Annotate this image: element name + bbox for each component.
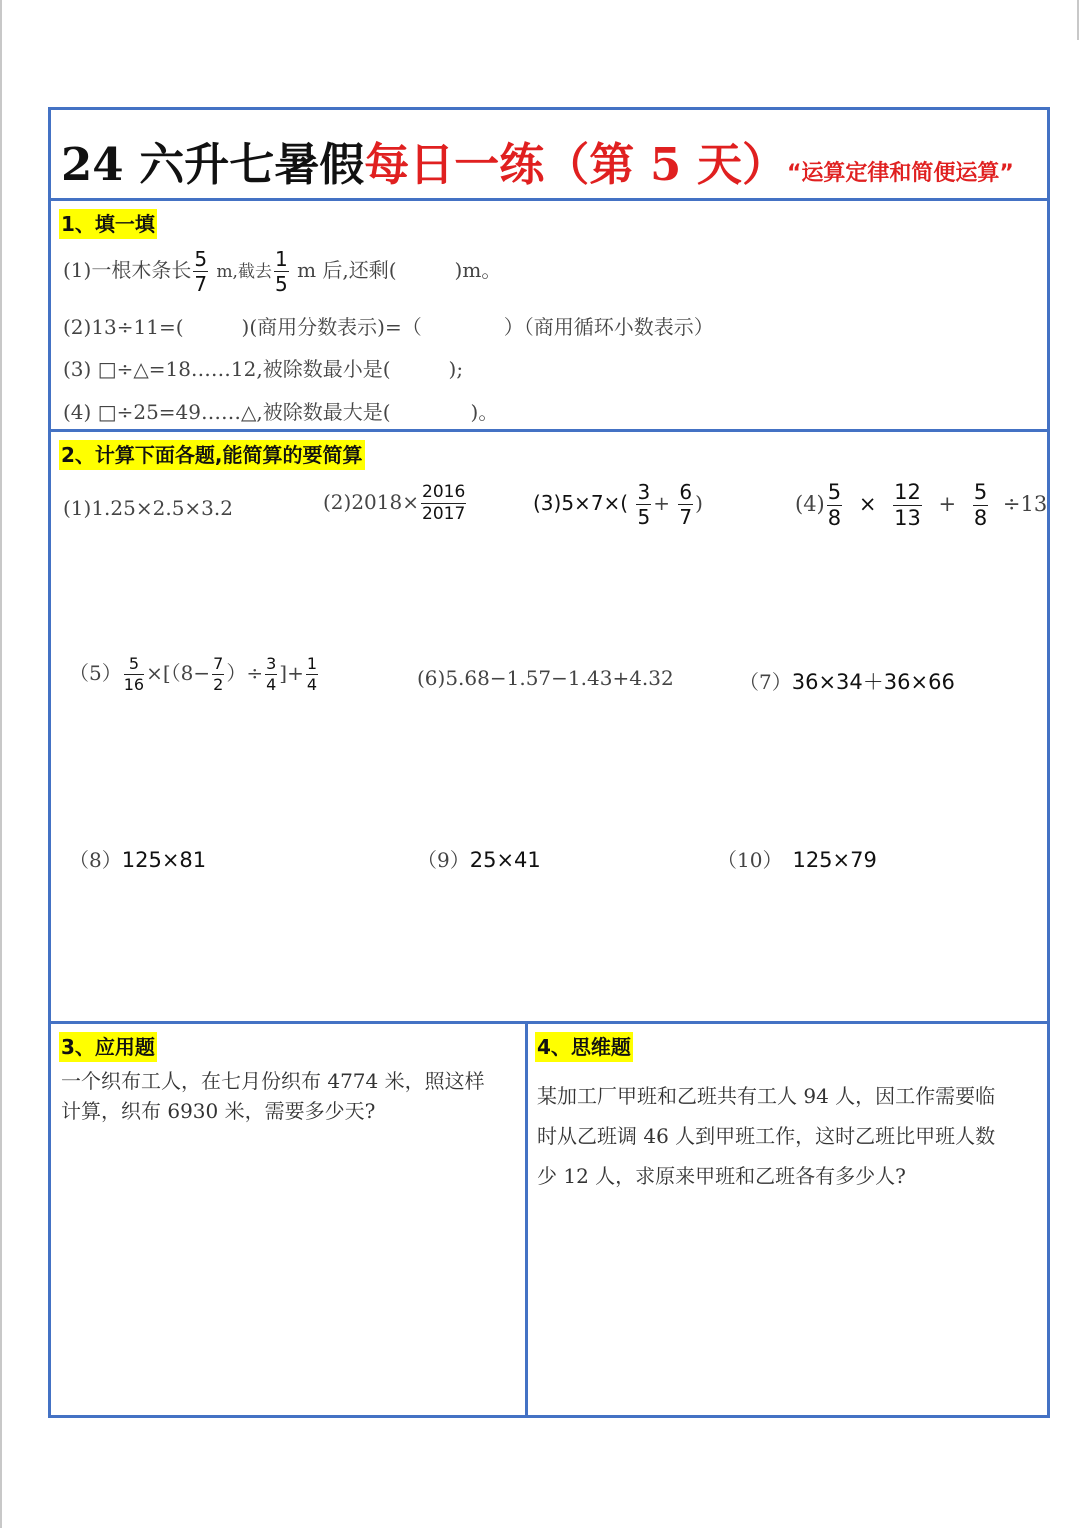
q1-text-d: )m。 xyxy=(454,258,502,282)
denominator: 4 xyxy=(306,675,318,694)
section-fill-in xyxy=(51,201,1047,432)
thinking-problem xyxy=(537,1076,1047,1196)
p5-label: （5） xyxy=(69,661,122,685)
denominator: 2 xyxy=(213,675,224,694)
denominator: 7 xyxy=(679,505,693,529)
page-title xyxy=(61,128,1014,193)
denominator: 16 xyxy=(123,675,145,694)
fraction xyxy=(421,484,466,523)
q1-text-a: (1)一根木条长 xyxy=(63,258,192,282)
calc-problem-3 xyxy=(533,482,703,527)
numerator: 1 xyxy=(274,247,288,271)
p4-text: (4) xyxy=(795,492,825,516)
fraction xyxy=(678,482,693,527)
fill-question-1 xyxy=(63,249,501,294)
p2-text: (2)2018× xyxy=(323,490,419,514)
fraction xyxy=(265,656,277,693)
section-calculation xyxy=(51,432,1047,1024)
numerator: 5 xyxy=(973,480,988,504)
numerator: 12 xyxy=(894,480,921,504)
fraction xyxy=(893,482,922,529)
q3-text-a: (3) □÷△=18……12,被除数最小是( xyxy=(63,357,391,381)
numerator: 3 xyxy=(637,480,651,504)
fraction xyxy=(306,656,318,693)
section1-header: 1、填一填 xyxy=(59,209,157,239)
bottom-row xyxy=(51,1024,1047,1415)
q1-text-b: m,截去 xyxy=(216,262,272,282)
calc-problem-2 xyxy=(323,484,468,523)
calc-problem-5 xyxy=(69,656,320,693)
denominator: 13 xyxy=(894,506,921,530)
p3-text: (3)5×7×( xyxy=(533,491,629,515)
numerator: 5 xyxy=(194,247,208,271)
numerator: 7 xyxy=(213,654,224,673)
fraction xyxy=(124,656,144,693)
fill-question-2 xyxy=(63,311,714,340)
numerator: 5 xyxy=(124,656,144,675)
problem-line: 某加工厂甲班和乙班共有工人 94 人，因工作需要临 xyxy=(537,1084,996,1108)
numerator: 5 xyxy=(827,480,842,504)
numerator: 2016 xyxy=(422,482,466,502)
calc-problem-6: (6)5.68−1.57−1.43+4.32 xyxy=(417,666,674,690)
denominator: 4 xyxy=(266,675,277,694)
numerator: 3 xyxy=(266,654,277,673)
p10-label: （10） xyxy=(717,848,783,872)
denominator: 2017 xyxy=(422,504,466,524)
fraction xyxy=(212,656,224,693)
numerator: 1 xyxy=(306,654,318,673)
calc-problem-7 xyxy=(739,666,955,696)
p7-label: （7） xyxy=(739,670,792,694)
problem-line: 计算，织布 6930 米，需要多少天? xyxy=(61,1099,376,1123)
application-problem xyxy=(61,1066,521,1126)
p8-expr: 125×81 xyxy=(121,848,207,872)
denominator: 5 xyxy=(274,272,288,296)
q1-text-c: m 后,还剩( xyxy=(297,258,397,282)
numerator: 6 xyxy=(679,480,693,504)
denominator: 5 xyxy=(637,505,651,529)
q4-text-a: (4) □÷25=49……△,被除数最大是( xyxy=(63,400,391,424)
p8-label: （8） xyxy=(69,848,122,872)
close-paren: ) xyxy=(695,491,703,515)
operator: × xyxy=(858,492,877,516)
section3-header: 3、应用题 xyxy=(59,1032,157,1062)
title-row xyxy=(51,110,1047,201)
denominator: 7 xyxy=(194,272,208,296)
calc-problem-4 xyxy=(795,482,1047,529)
p5-text-e: ]+ xyxy=(279,661,304,685)
q4-text-b: )。 xyxy=(470,400,499,424)
calc-problem-1: (1)1.25×2.5×3.2 xyxy=(63,496,233,520)
calc-problem-9 xyxy=(417,844,541,873)
p5-text-c: ）÷ xyxy=(226,661,264,685)
page-right-edge xyxy=(1077,0,1079,40)
p5-text-b: ×[（8− xyxy=(146,661,211,685)
problem-line: 时从乙班调 46 人到甲班工作，这时乙班比甲班人数 xyxy=(537,1124,996,1148)
worksheet xyxy=(48,107,1050,1418)
denominator: 8 xyxy=(827,506,842,530)
section2-header: 2、计算下面各题,能简算的要简算 xyxy=(59,440,365,470)
fraction xyxy=(827,482,842,529)
fill-question-4 xyxy=(63,396,498,425)
p10-expr: 125×79 xyxy=(792,848,877,872)
p9-label: （9） xyxy=(417,848,470,872)
p4-tail: ÷13 xyxy=(1002,492,1048,516)
q2-text-a: (2)13÷11=( xyxy=(63,315,184,339)
calc-problem-10 xyxy=(717,844,877,873)
problem-line: 一个织布工人，在七月份织布 4774 米，照这样 xyxy=(61,1069,485,1093)
p9-expr: 25×41 xyxy=(469,848,541,872)
calc-problem-8 xyxy=(69,844,206,873)
title-main: 24 六升七暑假 xyxy=(61,138,365,191)
problem-line: 少 12 人，求原来甲班和乙班各有多少人? xyxy=(537,1164,906,1188)
column-divider xyxy=(525,1024,528,1415)
section4-header: 4、思维题 xyxy=(535,1032,633,1062)
p7-expr: 36×34＋36×66 xyxy=(791,670,955,694)
fraction xyxy=(193,249,208,294)
fill-question-3 xyxy=(63,353,463,382)
q2-text-b: )(商用分数表示)=（ xyxy=(241,315,422,339)
q3-text-b: ); xyxy=(448,357,464,381)
denominator: 8 xyxy=(973,506,988,530)
q2-text-c: ）（商用循环小数表示） xyxy=(503,315,714,339)
operator: + xyxy=(653,491,670,515)
title-red: 每日一练（第 5 天） xyxy=(364,138,787,191)
page-left-edge xyxy=(0,0,2,1528)
operator: + xyxy=(938,492,957,516)
title-subtitle: “运算定律和简便运算” xyxy=(786,161,1014,186)
fraction xyxy=(274,249,289,294)
fraction xyxy=(973,482,988,529)
fraction xyxy=(636,482,651,527)
